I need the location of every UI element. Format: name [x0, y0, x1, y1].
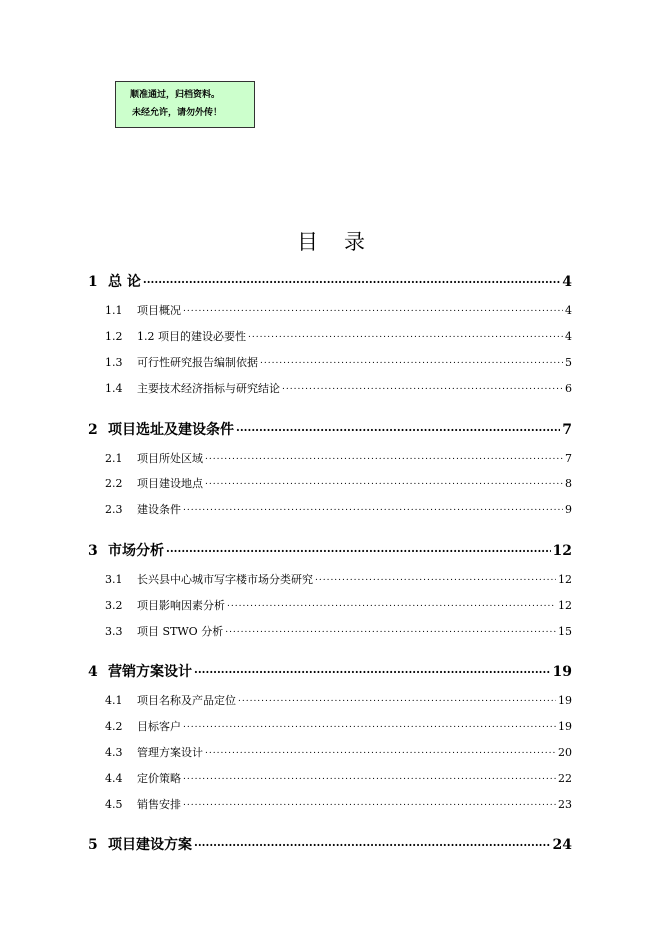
dot-leader [236, 423, 560, 434]
chapter-page: 19 [552, 664, 572, 680]
toc-section[interactable] [105, 302, 572, 318]
dot-leader [183, 799, 556, 808]
chapter-number: 3 [88, 543, 98, 559]
section-page: 23 [558, 798, 572, 811]
section-page: 15 [558, 625, 572, 638]
section-page: 22 [558, 772, 572, 785]
section-page: 19 [558, 720, 572, 733]
chapter-title: 市场分析 [108, 543, 164, 559]
section-page: 4 [565, 304, 572, 317]
section-number: 1.3 [105, 356, 123, 369]
section-page: 12 [558, 599, 572, 612]
section-number: 2.2 [105, 477, 123, 490]
section-title: 项目概况 [137, 304, 181, 317]
section-page: 6 [565, 382, 572, 395]
dot-leader [194, 665, 551, 676]
toc-section[interactable] [105, 571, 572, 587]
section-title: 主要技术经济指标与研究结论 [137, 382, 280, 395]
section-title: 建设条件 [137, 503, 181, 516]
toc-chapter-3[interactable] [88, 540, 572, 560]
section-page: 7 [565, 452, 572, 465]
chapter-title: 总 论 [108, 274, 141, 290]
dot-leader [183, 721, 556, 730]
toc-section[interactable] [105, 770, 572, 786]
stamp-line-1: 顺准通过，归档资料。 [130, 90, 221, 100]
dot-leader [194, 838, 551, 849]
toc-section[interactable] [105, 380, 572, 396]
dot-leader [166, 544, 551, 555]
dot-leader [260, 357, 563, 366]
toc-chapter-4[interactable] [88, 661, 572, 681]
section-page: 20 [558, 746, 572, 759]
chapter-number: 4 [88, 664, 98, 680]
toc-section[interactable] [105, 475, 572, 491]
section-number: 3.3 [105, 625, 123, 638]
toc-section[interactable] [105, 450, 572, 466]
section-page: 12 [558, 573, 572, 586]
section-page: 9 [565, 503, 572, 516]
toc-title [0, 226, 662, 256]
section-number: 1.4 [105, 382, 123, 395]
dot-leader [225, 626, 556, 635]
toc-chapter-5[interactable] [88, 834, 572, 854]
section-number: 3.2 [105, 599, 123, 612]
section-title: 目标客户 [137, 720, 181, 733]
dot-leader [282, 383, 563, 392]
toc-title-part-1: 目 [297, 230, 318, 254]
dot-leader [205, 453, 563, 462]
toc-title-part-2: 录 [344, 230, 365, 254]
chapter-number: 2 [88, 422, 98, 438]
chapter-page: 4 [562, 274, 572, 290]
section-title: 1.2 项目的建设必要性 [137, 330, 246, 343]
chapter-number: 5 [88, 837, 98, 853]
section-number: 4.3 [105, 746, 123, 759]
toc-section[interactable] [105, 501, 572, 517]
dot-leader [205, 747, 556, 756]
dot-leader [183, 305, 563, 314]
dot-leader [238, 695, 556, 704]
chapter-title: 项目选址及建设条件 [108, 422, 234, 438]
section-page: 4 [565, 330, 572, 343]
toc-section[interactable] [105, 692, 572, 708]
section-number: 1.1 [105, 304, 123, 317]
section-number: 4.1 [105, 694, 123, 707]
section-title: 管理方案设计 [137, 746, 203, 759]
dot-leader [183, 504, 563, 513]
section-number: 3.1 [105, 573, 123, 586]
section-page: 5 [565, 356, 572, 369]
toc-section[interactable] [105, 744, 572, 760]
section-number: 1.2 [105, 330, 123, 343]
chapter-title: 营销方案设计 [108, 664, 192, 680]
dot-leader [205, 478, 563, 487]
chapter-number: 1 [88, 274, 98, 290]
section-number: 2.1 [105, 452, 123, 465]
chapter-page: 12 [552, 543, 572, 559]
section-title: 项目建设地点 [137, 477, 203, 490]
section-number: 4.4 [105, 772, 123, 785]
chapter-page: 24 [552, 837, 572, 853]
toc-chapter-2[interactable] [88, 419, 572, 439]
chapter-title: 项目建设方案 [108, 837, 192, 853]
section-number: 4.2 [105, 720, 123, 733]
toc-section[interactable] [105, 796, 572, 812]
dot-leader [143, 275, 560, 286]
section-page: 8 [565, 477, 572, 490]
toc-chapter-1[interactable] [88, 271, 572, 291]
toc-section[interactable] [105, 328, 572, 344]
dot-leader [315, 574, 556, 583]
dot-leader [227, 600, 556, 609]
section-title: 项目影响因素分析 [137, 599, 225, 612]
toc-section[interactable] [105, 354, 572, 370]
toc-section[interactable] [105, 623, 572, 639]
approval-stamp [115, 81, 255, 128]
section-title: 定价策略 [137, 772, 181, 785]
section-title: 项目所处区域 [137, 452, 203, 465]
section-number: 2.3 [105, 503, 123, 516]
toc-section[interactable] [105, 718, 572, 734]
section-page: 19 [558, 694, 572, 707]
stamp-line-2: 未经允许，请勿外传！ [132, 108, 223, 118]
section-title: 长兴县中心城市写字楼市场分类研究 [137, 573, 313, 586]
dot-leader [183, 773, 556, 782]
section-number: 4.5 [105, 798, 123, 811]
section-title: 可行性研究报告编制依据 [137, 356, 258, 369]
section-title: 项目名称及产品定位 [137, 694, 236, 707]
section-title: 项目 STWO 分析 [137, 625, 224, 638]
toc-section[interactable] [105, 597, 572, 613]
chapter-page: 7 [562, 422, 572, 438]
section-title: 销售安排 [137, 798, 181, 811]
dot-leader [248, 331, 563, 340]
